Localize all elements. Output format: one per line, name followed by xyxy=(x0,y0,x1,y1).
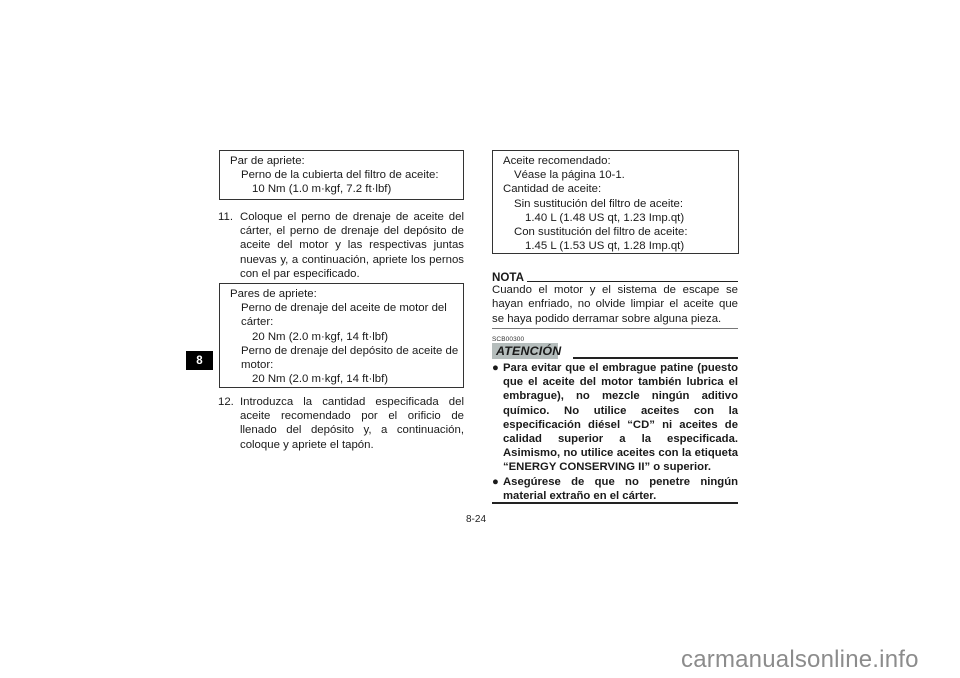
step-number: 12. xyxy=(218,396,234,408)
caution-bullet xyxy=(492,475,738,503)
spec-line: Con sustitución del filtro de aceite: xyxy=(514,226,688,239)
step-text: Introduzca la cantidad especificada del aceite recomendado por el orificio de llenado del depósito y, a continuación, coloque y apriete el tapón. xyxy=(240,396,464,451)
caution-bullet xyxy=(492,361,738,475)
spec-line: Sin sustitución del filtro de aceite: xyxy=(514,197,684,210)
step-12 xyxy=(218,395,464,455)
section-tab: 8 xyxy=(186,351,213,370)
spec-line: Aceite recomendado: xyxy=(503,155,611,167)
spec-line: Cantidad de aceite: xyxy=(503,183,602,196)
bullet-icon: ● xyxy=(492,475,499,488)
spec-line: cárter: xyxy=(241,316,274,329)
step-11 xyxy=(218,210,464,282)
caution-heading-rule xyxy=(573,357,738,359)
spec-line: Pares de apriete: xyxy=(230,288,317,300)
page-number: 8-24 xyxy=(466,514,487,525)
watermark-link[interactable]: carmanualsonline.info xyxy=(681,646,919,673)
caution-heading-label: ATENCIÓN xyxy=(496,344,562,358)
spec-line: 1.40 L (1.48 US qt, 1.23 Imp.qt) xyxy=(525,211,685,224)
spec-line: 10 Nm (1.0 m·kgf, 7.2 ft·lbf) xyxy=(252,183,392,196)
torque-spec-box-oil-filter-cover xyxy=(219,150,464,200)
spec-line: Véase la página 10-1. xyxy=(514,169,625,182)
oil-spec-box xyxy=(492,150,739,254)
note-heading: NOTA xyxy=(492,271,524,284)
spec-line: Perno de drenaje del depósito de aceite de xyxy=(241,344,459,357)
caution-end-rule xyxy=(492,502,738,504)
bullet-text: Asegúrese de que no penetre ningún material extraño en el cárter. xyxy=(503,475,738,502)
caution-list xyxy=(492,361,738,503)
spec-line: Perno de drenaje del aceite de motor del xyxy=(241,302,447,315)
spec-line: 20 Nm (2.0 m·kgf, 14 ft·lbf) xyxy=(252,330,389,343)
caution-code: SCB00300 xyxy=(492,336,525,343)
step-number: 11. xyxy=(218,211,233,223)
bullet-icon: ● xyxy=(492,362,499,374)
note-text: Cuando el motor y el sistema de escape se hayan enfriado, no olvide limpiar el aceite que se haya podido derramar sobre alguna pieza. xyxy=(492,284,738,325)
spec-line: motor: xyxy=(241,359,274,372)
spec-line: Perno de la cubierta del filtro de aceite: xyxy=(241,169,439,182)
spec-line: 1.45 L (1.53 US qt, 1.28 Imp.qt) xyxy=(525,240,685,253)
caution-heading xyxy=(492,343,562,359)
spec-line: Par de apriete: xyxy=(230,155,305,167)
note-end-rule xyxy=(492,328,738,329)
step-text: Coloque el perno de drenaje de aceite del cárter, el perno de drenaje del depósito de aceite del motor y las respectivas juntas nuevas y, a continuación, apriete los pernos con el par especificado. xyxy=(240,211,464,280)
torque-spec-box-drain-bolts xyxy=(219,283,464,388)
note-heading-rule xyxy=(527,281,738,282)
spec-line: 20 Nm (2.0 m·kgf, 14 ft·lbf) xyxy=(252,373,389,386)
bullet-text: Para evitar que el embrague patine (puesto que el aceite del motor también lubrica el embrague), no mezcle ningún aditivo químico. No utilice aceites con la especificación diésel “CD” ni aceites de calidad superior a la especificada. Asimismo, no utilice aceites con la etiqueta “ENERGY CONSERVING II” o superior. xyxy=(503,362,738,474)
